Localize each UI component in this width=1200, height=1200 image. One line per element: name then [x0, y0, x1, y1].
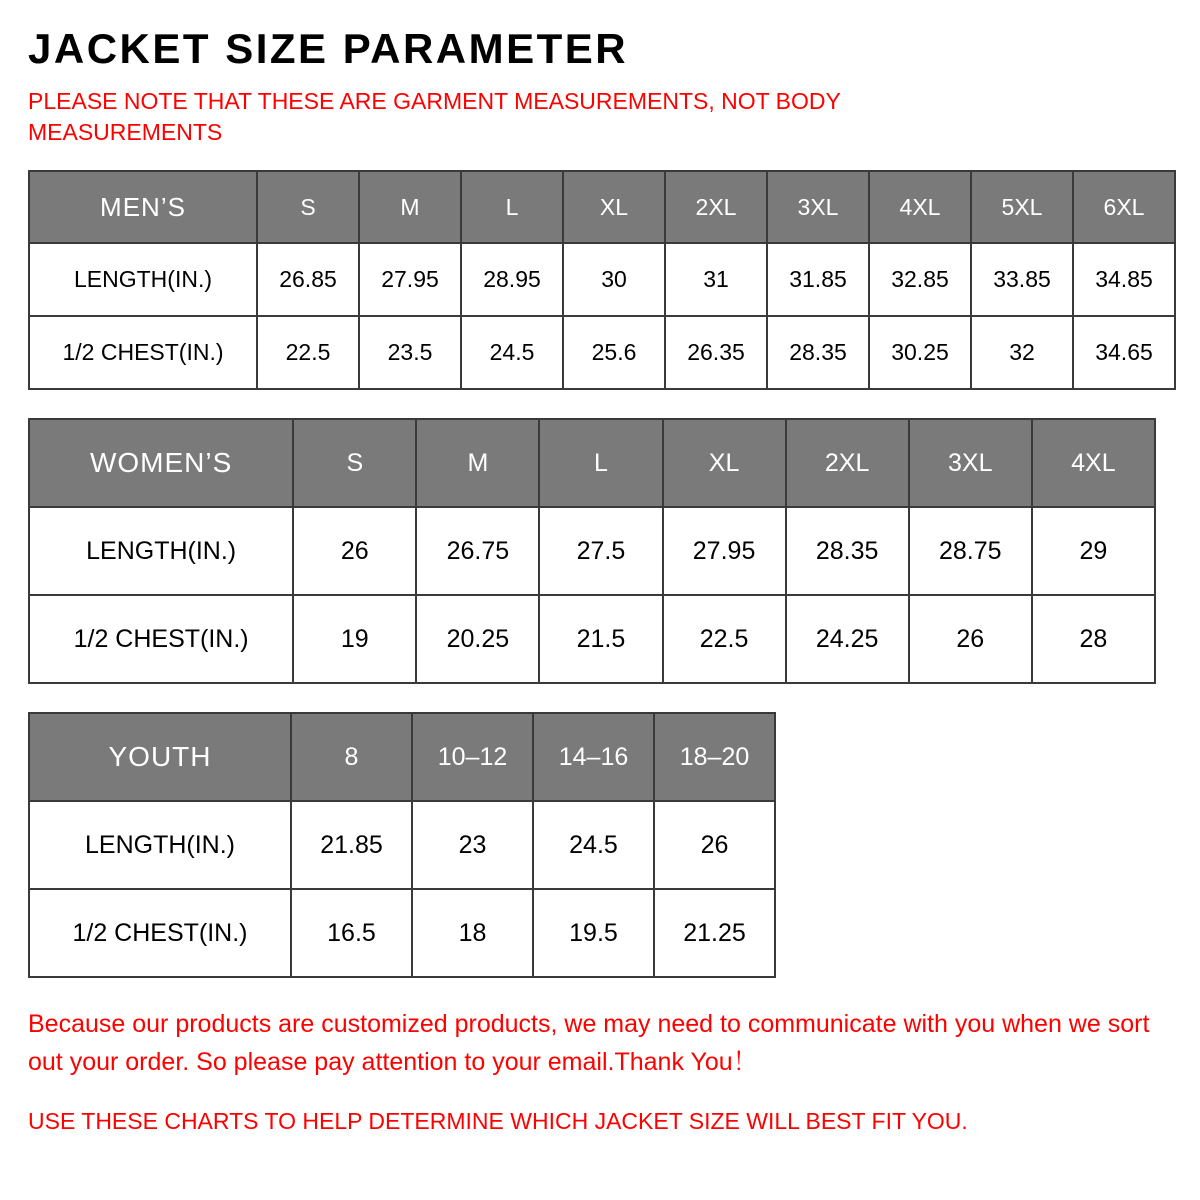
- youth-size-10-12: 10–12: [412, 713, 533, 801]
- table-cell: 21.85: [291, 801, 412, 889]
- table-row: [29, 889, 775, 977]
- table-cell: 30.25: [869, 316, 971, 389]
- table-cell: 20.25: [416, 595, 539, 683]
- womens-size-l: L: [539, 419, 662, 507]
- table-cell: 26: [909, 595, 1032, 683]
- womens-chest-label: 1/2 CHEST(IN.): [29, 595, 293, 683]
- table-cell: 33.85: [971, 243, 1073, 316]
- table-cell: 26: [293, 507, 416, 595]
- mens-size-table: [28, 170, 1176, 390]
- table-cell: 32.85: [869, 243, 971, 316]
- table-cell: 21.5: [539, 595, 662, 683]
- table-cell: 25.6: [563, 316, 665, 389]
- chart-usage-notice: USE THESE CHARTS TO HELP DETERMINE WHICH JACKET SIZE WILL BEST FIT YOU.: [28, 1108, 968, 1135]
- mens-size-xl: XL: [563, 171, 665, 243]
- mens-size-3xl: 3XL: [767, 171, 869, 243]
- youth-length-label: LENGTH(IN.): [29, 801, 291, 889]
- table-row: [29, 243, 1175, 316]
- table-cell: 28.35: [767, 316, 869, 389]
- mens-size-m: M: [359, 171, 461, 243]
- youth-size-18-20: 18–20: [654, 713, 775, 801]
- table-cell: 16.5: [291, 889, 412, 977]
- table-cell: 27.95: [359, 243, 461, 316]
- table-cell: 21.25: [654, 889, 775, 977]
- table-cell: 27.5: [539, 507, 662, 595]
- table-row: [29, 507, 1155, 595]
- table-row: [29, 316, 1175, 389]
- table-cell: 23: [412, 801, 533, 889]
- table-cell: 19: [293, 595, 416, 683]
- table-cell: 27.95: [663, 507, 786, 595]
- table-cell: 23.5: [359, 316, 461, 389]
- table-cell: 28.95: [461, 243, 563, 316]
- table-cell: 26: [654, 801, 775, 889]
- table-cell: 28: [1032, 595, 1155, 683]
- table-cell: 26.85: [257, 243, 359, 316]
- youth-header-label: YOUTH: [29, 713, 291, 801]
- womens-size-table: [28, 418, 1156, 684]
- table-cell: 30: [563, 243, 665, 316]
- table-header-row: [29, 419, 1155, 507]
- table-cell: 22.5: [257, 316, 359, 389]
- mens-size-2xl: 2XL: [665, 171, 767, 243]
- womens-size-m: M: [416, 419, 539, 507]
- table-cell: 29: [1032, 507, 1155, 595]
- youth-size-8: 8: [291, 713, 412, 801]
- table-cell: 31: [665, 243, 767, 316]
- table-cell: 26.75: [416, 507, 539, 595]
- page-title: JACKET SIZE PARAMETER: [28, 25, 629, 72]
- table-row: [29, 801, 775, 889]
- womens-size-4xl: 4XL: [1032, 419, 1155, 507]
- youth-size-14-16: 14–16: [533, 713, 654, 801]
- womens-size-3xl: 3XL: [909, 419, 1032, 507]
- table-cell: 34.85: [1073, 243, 1175, 316]
- table-cell: 24.5: [461, 316, 563, 389]
- customization-notice: Because our products are customized products, we may need to communicate with you when we sort out your order. So please pay attention to your email.Thank You！: [28, 1010, 1150, 1076]
- womens-size-s: S: [293, 419, 416, 507]
- table-cell: 32: [971, 316, 1073, 389]
- mens-size-4xl: 4XL: [869, 171, 971, 243]
- table-cell: 26.35: [665, 316, 767, 389]
- table-cell: 19.5: [533, 889, 654, 977]
- womens-length-label: LENGTH(IN.): [29, 507, 293, 595]
- mens-size-s: S: [257, 171, 359, 243]
- womens-header-label: WOMEN’S: [29, 419, 293, 507]
- mens-size-6xl: 6XL: [1073, 171, 1175, 243]
- womens-size-xl: XL: [663, 419, 786, 507]
- table-row: [29, 595, 1155, 683]
- measurement-note: PLEASE NOTE THAT THESE ARE GARMENT MEASUREMENTS, NOT BODY MEASUREMENTS: [28, 88, 841, 146]
- womens-size-2xl: 2XL: [786, 419, 909, 507]
- table-header-row: [29, 713, 775, 801]
- youth-size-table: [28, 712, 776, 978]
- mens-size-5xl: 5XL: [971, 171, 1073, 243]
- mens-length-label: LENGTH(IN.): [29, 243, 257, 316]
- table-cell: 31.85: [767, 243, 869, 316]
- table-cell: 34.65: [1073, 316, 1175, 389]
- table-cell: 28.75: [909, 507, 1032, 595]
- table-cell: 24.25: [786, 595, 909, 683]
- table-cell: 22.5: [663, 595, 786, 683]
- mens-header-label: MEN’S: [29, 171, 257, 243]
- mens-size-l: L: [461, 171, 563, 243]
- table-cell: 24.5: [533, 801, 654, 889]
- table-cell: 18: [412, 889, 533, 977]
- table-cell: 28.35: [786, 507, 909, 595]
- table-header-row: [29, 171, 1175, 243]
- mens-chest-label: 1/2 CHEST(IN.): [29, 316, 257, 389]
- youth-chest-label: 1/2 CHEST(IN.): [29, 889, 291, 977]
